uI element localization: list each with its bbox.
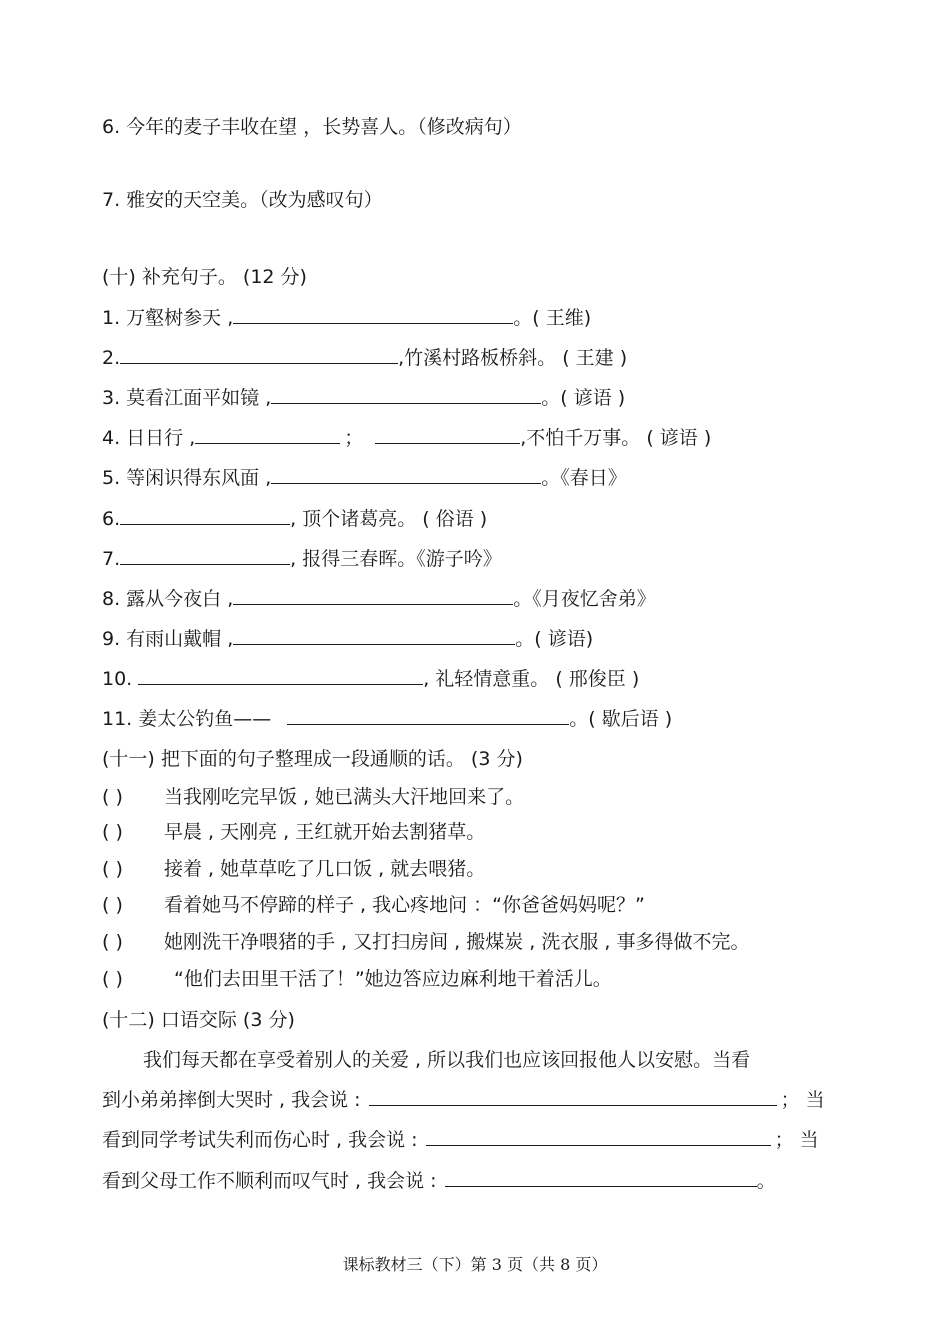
answer-blank[interactable]: [195, 425, 340, 444]
order-item: [102, 967, 612, 991]
answer-blank[interactable]: [426, 1127, 771, 1146]
dialogue-line-3: [102, 1168, 776, 1193]
fill-item-prefix: 9. 有雨山戴帽 ,: [102, 628, 234, 650]
dialogue-suffix: ； 当: [780, 1089, 825, 1111]
fill-item-prefix: 10.: [102, 668, 133, 690]
order-sentence: 她刚洗干净喂猪的手 , 又打扫房间 , 搬煤炭 , 洗衣服 , 事多得做不完。: [164, 931, 750, 953]
fill-item-4: [102, 425, 711, 450]
answer-blank[interactable]: [233, 305, 513, 324]
dialogue-suffix: ； 当: [774, 1129, 819, 1151]
fill-item-3: [102, 385, 625, 410]
section-11-heading: (十一) 把下面的句子整理成一段通顺的话。 (3 分): [102, 748, 523, 770]
fill-item-2: [102, 345, 627, 370]
dialogue-prompt: 看到父母工作不顺利而叹气时 , 我会说 :: [102, 1170, 437, 1192]
fill-item-11: [102, 706, 672, 731]
fill-item-10: [102, 666, 639, 691]
order-item: [102, 857, 485, 881]
fill-item-suffix: ,竹溪村路板桥斜。 ( 王建 ): [398, 347, 628, 369]
order-answer-paren[interactable]: ( ): [102, 894, 123, 916]
fill-item-prefix: 7.: [102, 548, 121, 570]
answer-blank[interactable]: [120, 345, 398, 364]
answer-blank[interactable]: [271, 465, 541, 484]
fill-item-8: [102, 586, 656, 611]
dialogue-suffix: 。: [756, 1170, 776, 1192]
order-item: [102, 785, 524, 809]
fill-item-suffix: , 顶个诸葛亮。 ( 俗语 ): [290, 508, 488, 530]
order-answer-paren[interactable]: ( ): [102, 858, 123, 880]
order-item: [102, 820, 485, 844]
order-answer-paren[interactable]: ( ): [102, 821, 123, 843]
order-sentence: “他们去田里干活了！”她边答应边麻利地干着活儿。: [174, 968, 612, 990]
order-answer-paren[interactable]: ( ): [102, 968, 123, 990]
fill-item-suffix: ,不怕千万事。 ( 谚语 ): [520, 427, 712, 449]
fill-item-9: [102, 626, 593, 651]
fill-item-suffix: 。( 歇后语 ): [569, 708, 673, 730]
dialogue-prompt: 看到同学考试失利而伤心时 , 我会说 :: [102, 1129, 418, 1151]
fill-item-suffix: 。( 谚语): [515, 628, 594, 650]
fill-item-suffix: 。《月夜忆舍弟》: [513, 588, 656, 610]
answer-blank[interactable]: [369, 1087, 777, 1106]
answer-blank[interactable]: [287, 706, 569, 725]
answer-blank[interactable]: [445, 1168, 757, 1187]
order-sentence: 接着 , 她草草吃了几口饭 , 就去喂猪。: [164, 858, 486, 880]
order-item: [102, 930, 749, 954]
order-answer-paren[interactable]: ( ): [102, 786, 123, 808]
fill-item-6: [102, 506, 487, 531]
fill-item-prefix: 1. 万壑树参天 ,: [102, 307, 234, 329]
answer-blank[interactable]: [271, 385, 541, 404]
page-footer: 课标教材三（下）第 3 页（共 8 页）: [342, 1255, 608, 1274]
question-9-item-7: 7. 雅安的天空美。（改为感叹句）: [102, 189, 383, 211]
order-sentence: 早晨 , 天刚亮 , 王红就开始去割猪草。: [164, 821, 486, 843]
answer-blank[interactable]: [138, 666, 423, 685]
fill-item-suffix: , 礼轻情意重。 ( 邢俊臣 ): [423, 668, 640, 690]
dialogue-line-1: [102, 1087, 825, 1112]
order-item: [102, 893, 645, 917]
answer-blank[interactable]: [375, 425, 520, 444]
fill-item-suffix: , 报得三春晖。《游子吟》: [290, 548, 502, 570]
fill-item-7: [102, 546, 502, 571]
section-12-heading: (十二) 口语交际 (3 分): [102, 1009, 295, 1031]
fill-item-prefix: 11. 姜太公钓鱼——: [102, 708, 272, 730]
fill-item-suffix: 。( 王维): [513, 307, 592, 329]
section-12-intro: 我们每天都在享受着别人的关爱 , 所以我们也应该回报他人以安慰。当看: [143, 1049, 751, 1071]
dialogue-line-2: [102, 1127, 819, 1152]
answer-blank[interactable]: [233, 626, 515, 645]
fill-item-prefix: 8. 露从今夜白 ,: [102, 588, 234, 610]
section-10-heading: (十) 补充句子。 (12 分): [102, 266, 307, 288]
fill-item-prefix: 3. 莫看江面平如镜 ,: [102, 387, 272, 409]
order-sentence: 看着她马不停蹄的样子 , 我心疼地问 ：“你爸爸妈妈呢？”: [164, 894, 645, 916]
order-sentence: 当我刚吃完早饭 , 她已满头大汗地回来了。: [164, 786, 525, 808]
fill-item-suffix: 。( 谚语 ): [541, 387, 626, 409]
question-9-item-6: 6. 今年的麦子丰收在望 ，长势喜人。（修改病句）: [102, 116, 522, 138]
fill-item-prefix: 2.: [102, 347, 121, 369]
fill-item-prefix: 5. 等闲识得东风面 ,: [102, 467, 272, 489]
answer-blank[interactable]: [120, 506, 290, 525]
fill-item-separator: ；: [344, 427, 364, 449]
fill-item-prefix: 6.: [102, 508, 121, 530]
fill-item-prefix: 4. 日日行 ,: [102, 427, 196, 449]
fill-item-1: [102, 305, 591, 330]
answer-blank[interactable]: [120, 546, 290, 565]
fill-item-suffix: 。《春日》: [541, 467, 627, 489]
dialogue-prompt: 到小弟弟摔倒大哭时 , 我会说 :: [102, 1089, 361, 1111]
answer-blank[interactable]: [233, 586, 513, 605]
order-answer-paren[interactable]: ( ): [102, 931, 123, 953]
fill-item-5: [102, 465, 627, 490]
